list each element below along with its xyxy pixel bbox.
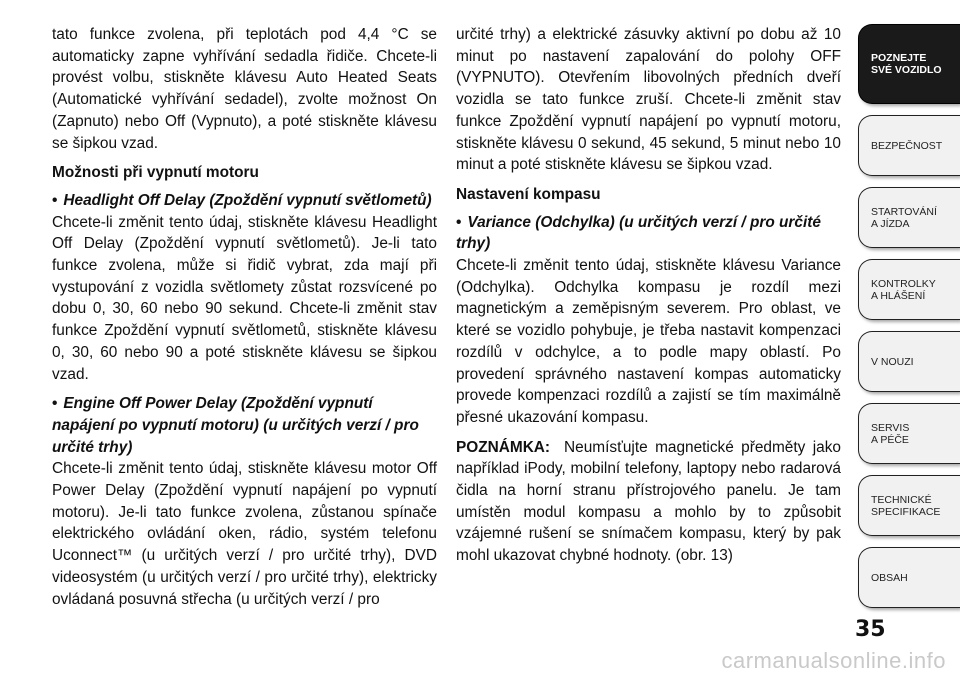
tab-bezpecnost[interactable] bbox=[858, 115, 960, 176]
bullet-text-variance: Chcete-li změnit tento údaj, stiskněte klávesu Variance (Odchylka). Odchylka kompasu je rozdíl mezi magnetickým a zeměpisným severem. Pro oblast, ve které se vozidlo pohybuje, je třeba nastavit kompenzaci rozdílů v odchylce, a to podle mapy oblastí. Po provedení správného nastavení kompas automaticky provede kompenzaci rozdílů a zajistí se tím maximálně přesné ukazování kompasu. bbox=[456, 257, 841, 426]
intro-paragraph: tato funkce zvolena, při teplotách pod 4,4 °C se automaticky zapne vyhřívání sedadla řidiče. Chcete-li provést volbu, stiskněte klávesu Auto Heated Seats (Automatické vyhřívání sedadel), zvolte možnost On (Zapnuto) nebo Off (Vypnuto), a poté stiskněte klávesu se šipkou vzad. bbox=[52, 26, 437, 152]
tab-label: KONTROLKY A HLÁŠENÍ bbox=[871, 277, 936, 302]
tab-poznejte[interactable] bbox=[858, 24, 960, 104]
section-heading-compass: Nastavení kompasu bbox=[456, 185, 601, 203]
bullet-title-power-delay bbox=[52, 393, 437, 458]
tab-kontrolky[interactable] bbox=[858, 259, 960, 320]
tab-label: STARTOVÁNÍ A JÍZDA bbox=[871, 205, 937, 230]
bullet-title-variance bbox=[456, 212, 841, 255]
note-label: POZNÁMKA: bbox=[456, 438, 551, 456]
bullet-title-text: Engine Off Power Delay (Zpoždění vypnutí napájení po vypnutí motoru) (u určitých verzí / pro určité trhy) bbox=[52, 395, 419, 456]
continuation-paragraph: určité trhy) a elektrické zásuvky aktivní po dobu až 10 minut po nastavení zapalování do polohy OFF (VYPNUTO). Otevřením libovolných předních dveří vozidla se tato funkce zruší. Chcete-li změnit stav funkce Zpoždění vypnutí napájení po vypnutí motoru, stiskněte klávesu 0 sekund, 45 sekund, 5 minut nebo 10 minut a poté stiskněte klávesu se šipkou vzad. bbox=[456, 26, 841, 174]
tab-label: TECHNICKÉ SPECIFIKACE bbox=[871, 493, 941, 518]
page-number: 35 bbox=[855, 617, 886, 642]
bullet-dot: • bbox=[52, 395, 58, 413]
chapter-tabs bbox=[858, 24, 960, 619]
tab-obsah[interactable] bbox=[858, 547, 960, 608]
tab-startovani[interactable] bbox=[858, 187, 960, 248]
tab-label: V NOUZI bbox=[871, 355, 914, 368]
watermark: carmanualsonline.info bbox=[721, 648, 946, 673]
tab-label: OBSAH bbox=[871, 571, 908, 584]
bullet-title-headlight-delay bbox=[52, 190, 437, 212]
bullet-text-headlight-delay: Chcete-li změnit tento údaj, stiskněte klávesu Headlight Off Delay (Zpoždění vypnutí světlometů). Je-li tato funkce zvolena, může si řidič vybrat, zda mají při vystupování z vozidla světlomety zůstat rozsvícené po dobu 0, 30, 60 nebo 90 sekund. Chcete-li změnit stav funkce Zpoždění vypnutí světlometů, stiskněte klávesu 0, 30, 60 nebo 90 a poté stiskněte klávesu se šipkou vzad. bbox=[52, 213, 437, 383]
tab-label: SERVIS A PÉČE bbox=[871, 421, 910, 446]
note-text: Neumísťujte magnetické předměty jako například iPody, mobilní telefony, laptopy nebo radarová čidla na horní stranu přístrojového panelu. Je tam umístěn modul kompasu a mohlo by to způsobit vzájemné rušení se snímačem kompasu, který by pak mohl ukazovat chybné hodnoty. (obr. 13) bbox=[456, 438, 841, 565]
tab-technicke[interactable] bbox=[858, 475, 960, 536]
bullet-title-text: Headlight Off Delay (Zpoždění vypnutí světlometů) bbox=[63, 191, 432, 209]
tab-label: BEZPEČNOST bbox=[871, 139, 943, 152]
bullet-title-text: Variance (Odchylka) (u určitých verzí / pro určité trhy) bbox=[456, 213, 821, 253]
left-column bbox=[52, 24, 437, 610]
bullet-text-power-delay: Chcete-li změnit tento údaj, stiskněte klávesu motor Off Power Delay (Zpoždění vypnutí napájení po vypnutí motoru). Je-li tato funkce zvolena, zůstanou spínače elektrického ovládání oken, rádio, systém telefonu Uconnect™ (u určitých verzí / pro určité trhy), DVD videosystém (u určitých verzí / pro určité trhy), elektricky ovládaná posuvná střecha (u určitých verzí / pro bbox=[52, 460, 437, 608]
tab-v-nouzi[interactable] bbox=[858, 331, 960, 392]
tab-servis[interactable] bbox=[858, 403, 960, 464]
tab-label: POZNEJTE SVÉ VOZIDLO bbox=[871, 52, 942, 76]
section-heading-engine-off: Možnosti při vypnutí motoru bbox=[52, 164, 259, 182]
bullet-dot: • bbox=[456, 213, 462, 231]
bullet-dot: • bbox=[52, 191, 58, 209]
right-column bbox=[456, 24, 841, 567]
note-paragraph bbox=[456, 437, 841, 567]
